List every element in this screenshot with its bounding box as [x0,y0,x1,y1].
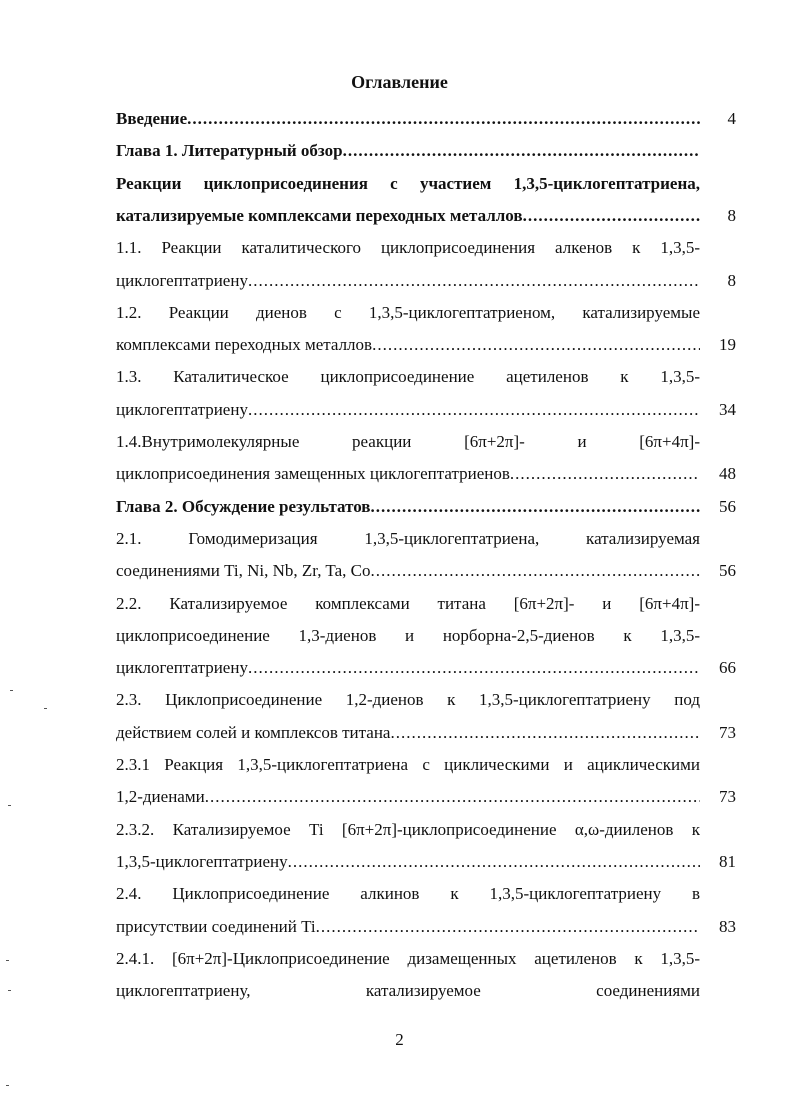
toc-line: 2.3.1 Реакция 1,3,5-циклогептатриена с циклическими и ациклическими [116,755,700,774]
dot-leader [510,461,700,487]
toc-line: 2.3.2. Катализируемое Ti [6π+2π]-циклоприсоединение α,ω-дииленов к [116,819,700,839]
toc-page-number: 34 [719,399,736,419]
toc-entry-text: Глава 2. Обсуждение результатов [116,496,371,516]
dot-leader [316,914,700,940]
dot-leader [187,106,700,132]
toc-entry-text: катализируемые комплексами переходных металлов [116,205,523,225]
toc-line [116,461,700,487]
dot-leader [288,849,700,875]
dot-leader [248,397,700,423]
dot-leader [372,332,700,358]
toc-line [116,397,700,423]
toc-entry-text: циклоприсоединения замещенных циклогептатриенов [116,464,510,484]
dot-leader [523,203,700,229]
toc-line: 1.2. Реакции диенов с 1,3,5-циклогептатриеном, катализируемые [116,302,700,322]
toc-page-number: 73 [719,787,736,807]
toc-line [116,655,700,681]
toc-page-number: 8 [727,205,736,225]
toc-entry-text: присутствии соединений Ti [116,916,316,936]
dot-leader [248,268,700,294]
toc-entry-text: Глава 1. Литературный обзор [116,141,343,161]
toc-line: 1.3. Каталитическое циклоприсоединение ацетиленов к 1,3,5- [116,367,700,387]
toc-line [116,203,700,229]
toc-entry-text: соединениями Ti, Ni, Nb, Zr, Ta, Co [116,561,371,581]
toc-page-number: 4 [727,109,736,128]
toc-page-number: 19 [719,335,736,355]
toc-line: 2.4.1. [6π+2π]-Циклоприсоединение дизамещенных ацетиленов к 1,3,5- [116,948,700,968]
scan-speck [44,708,47,709]
toc-line [116,106,700,132]
toc-line: 2.2. Катализируемое комплексами титана [6π+2π]- и [6π+4π]- [116,593,700,613]
toc-page-number: 73 [719,722,736,742]
toc-page-number: 66 [719,658,736,678]
toc-page-number: 56 [719,561,736,581]
scan-speck [8,805,11,806]
page-title: Оглавление [351,72,448,92]
toc-line: циклогептатриену, катализируемое соединениями [116,981,700,1001]
toc-entry-text: 1,3,5-циклогептатриену [116,851,288,871]
scan-speck [8,990,11,991]
dot-leader [390,720,700,746]
scan-speck [10,690,13,691]
toc-entry-text: 1,2-диенами [116,787,205,807]
toc-line: 2.3. Циклоприсоединение 1,2-диенов к 1,3,5-циклогептатриену под [116,690,700,710]
dot-leader [205,784,700,810]
toc-page-number: 48 [719,464,736,484]
page-number: 2 [395,1030,404,1049]
toc-page-number: 8 [727,270,736,290]
scan-speck [6,960,9,961]
toc-entry-text: циклогептатриену [116,399,248,419]
toc-line [116,849,700,875]
toc-entry-text: комплексами переходных металлов [116,335,373,355]
toc-line [116,332,700,358]
toc-line: циклоприсоединение 1,3-диенов и норборна-2,5-диенов к 1,3,5- [116,625,700,645]
dot-leader [371,558,700,584]
toc-line: Реакции циклоприсоединения с участием 1,3,5-циклогептатриена, [116,173,700,193]
toc-line [116,784,700,810]
toc-page-number: 56 [719,496,736,516]
toc-entry-text: циклогептатриену [116,658,248,678]
toc-line [116,494,700,520]
dot-leader [370,494,700,520]
toc-line: 1.4.Внутримолекулярные реакции [6π+2π]- и [6π+4π]- [116,432,700,451]
toc-entry-text: циклогептатриену [116,270,248,290]
toc-line [116,558,700,584]
toc-line [116,268,700,294]
dot-leader [343,138,700,164]
toc-line: 2.1. Гомодимеризация 1,3,5-циклогептатриена, катализируемая [116,528,700,548]
toc-line: 1.1. Реакции каталитического циклоприсоединения алкенов к 1,3,5- [116,238,700,258]
toc-page-number: 81 [719,851,736,871]
toc-line [116,138,700,164]
toc-entry-text: Введение [116,109,188,128]
toc-line: 2.4. Циклоприсоединение алкинов к 1,3,5-циклогептатриену в [116,884,700,904]
toc-line [116,720,700,746]
dot-leader [248,655,700,681]
toc-entry-text: действием солей и комплексов титана [116,722,391,742]
toc-page-number: 83 [719,916,736,936]
toc-line [116,914,700,940]
scan-speck [6,1085,9,1086]
